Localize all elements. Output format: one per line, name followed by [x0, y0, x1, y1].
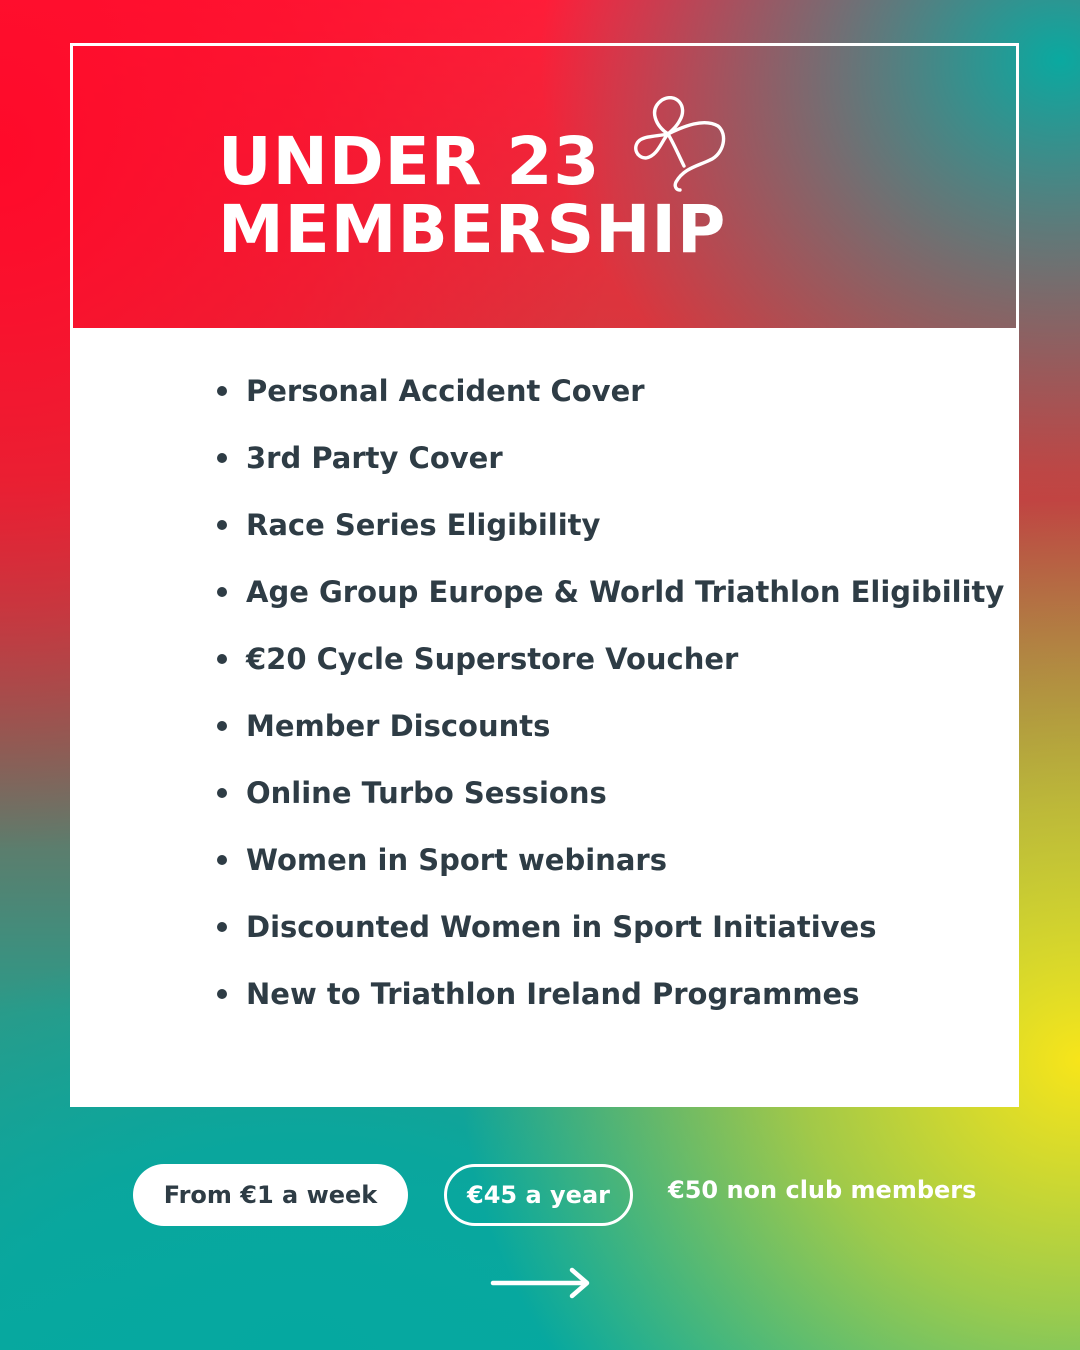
title-line-1: UNDER 23	[218, 123, 601, 200]
yearly-price-button[interactable]: €45 a year	[444, 1164, 633, 1226]
bullet-icon	[217, 922, 227, 932]
benefit-label: Age Group Europe & World Triathlon Eligibility	[246, 575, 1005, 609]
list-item	[215, 638, 1004, 705]
list-item	[215, 571, 1004, 638]
benefits-panel	[70, 328, 1019, 1107]
membership-card	[70, 43, 1019, 1107]
bullet-icon	[217, 453, 227, 463]
benefit-label: Discounted Women in Sport Initiatives	[246, 910, 877, 944]
triathlon-ireland-logo-icon	[628, 96, 728, 196]
benefit-label: Personal Accident Cover	[246, 374, 645, 408]
bullet-icon	[217, 386, 227, 396]
list-item	[215, 839, 1004, 906]
benefit-label: 3rd Party Cover	[246, 441, 503, 475]
bullet-icon	[217, 855, 227, 865]
card-header	[70, 43, 1019, 328]
bullet-icon	[217, 520, 227, 530]
weekly-price-button[interactable]: From €1 a week	[133, 1164, 408, 1226]
list-item	[215, 705, 1004, 772]
benefit-label: New to Triathlon Ireland Programmes	[246, 977, 860, 1011]
list-item	[215, 906, 1004, 973]
list-item	[215, 437, 1004, 504]
bullet-icon	[217, 587, 227, 597]
title-line-2: MEMBERSHIP	[218, 191, 727, 268]
benefit-label: Member Discounts	[246, 709, 551, 743]
benefit-label: Women in Sport webinars	[246, 843, 667, 877]
list-item	[215, 370, 1004, 437]
bullet-icon	[217, 989, 227, 999]
benefit-label: Race Series Eligibility	[246, 508, 601, 542]
benefit-label: €20 Cycle Superstore Voucher	[246, 642, 739, 676]
benefits-list	[215, 370, 1004, 1040]
list-item	[215, 973, 1004, 1040]
bullet-icon	[217, 721, 227, 731]
arrow-right-icon[interactable]	[490, 1266, 592, 1300]
bullet-icon	[217, 654, 227, 664]
list-item	[215, 772, 1004, 839]
non-club-price: €50 non club members	[668, 1176, 977, 1204]
benefit-label: Online Turbo Sessions	[246, 776, 607, 810]
list-item	[215, 504, 1004, 571]
bullet-icon	[217, 788, 227, 798]
